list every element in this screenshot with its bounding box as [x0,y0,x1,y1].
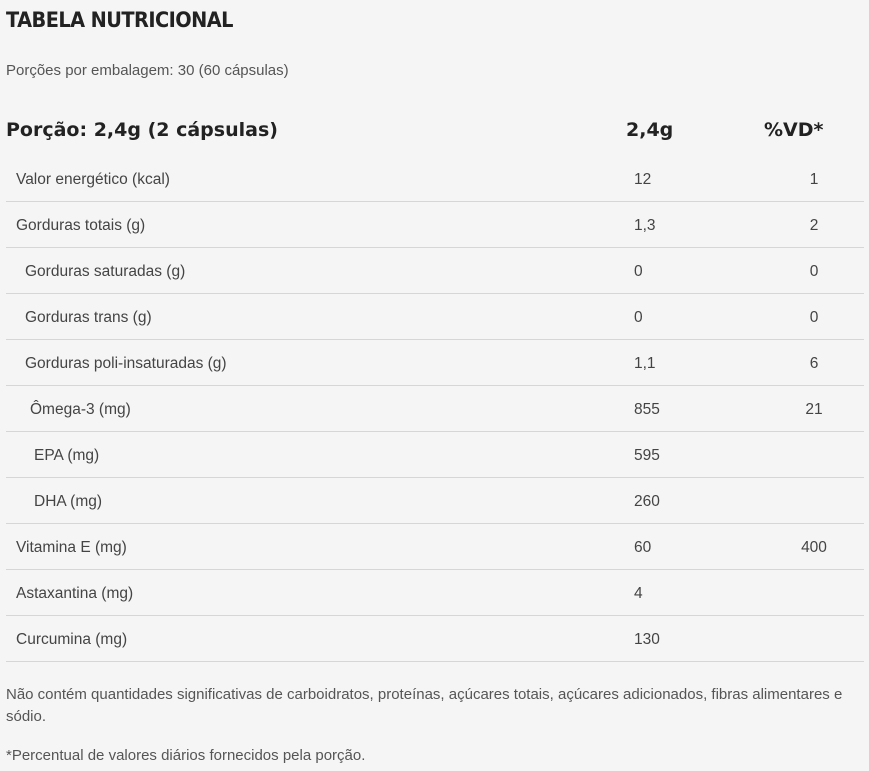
nutrient-name: Curcumina (mg) [16,631,128,648]
nutrient-name: Gorduras saturadas (g) [25,263,186,280]
table-row [6,570,864,616]
nutrient-amount: 595 [634,447,660,464]
nutrient-dv: 0 [809,263,819,280]
nutrient-name: Astaxantina (mg) [16,585,134,602]
nutrient-amount: 855 [634,401,660,418]
portion-label: Porção: 2,4g (2 cápsulas) [6,119,278,141]
nutrient-name: EPA (mg) [34,447,100,464]
nutrient-name: Gorduras totais (g) [16,217,146,234]
servings-per-package: Porções por embalagem: 30 (60 cápsulas) [6,62,289,79]
nutrient-amount: 0 [634,263,643,280]
nutrient-amount: 130 [634,631,660,648]
dv-footnote: *Percentual de valores diários fornecidos pela porção. [6,747,366,764]
nutrient-name: Gorduras trans (g) [25,309,152,326]
table-row [6,156,864,202]
table-header [6,115,864,145]
page-title: TABELA NUTRICIONAL [6,8,233,32]
disclaimer-note: Não contém quantidades significativas de carboidratos, proteínas, açúcares totais, açúcares adicionados, fibras alimentares e sódio. [6,686,843,725]
nutrient-amount: 1,3 [634,217,656,234]
nutrient-dv: 21 [805,401,823,418]
nutrient-name: Vitamina E (mg) [16,539,127,556]
nutrient-dv: 6 [809,355,819,372]
nutrient-dv: 2 [809,217,819,234]
table-row [6,248,864,294]
nutrient-amount: 0 [634,309,643,326]
nutrient-name: Gorduras poli-insaturadas (g) [25,355,227,372]
nutrient-amount: 1,1 [634,355,656,372]
table-row [6,524,864,570]
table-row [6,202,864,248]
dv-header: %VD* [764,119,824,141]
table-row [6,432,864,478]
table-row [6,386,864,432]
table-row [6,294,864,340]
nutrient-name: Valor energético (kcal) [16,171,170,188]
nutrient-name: Ômega-3 (mg) [30,401,131,418]
table-row [6,616,864,662]
nutrient-dv: 400 [801,539,827,556]
nutrient-amount: 12 [634,171,652,188]
nutrient-amount: 4 [634,585,643,602]
nutrition-table [6,156,864,662]
nutrient-dv: 0 [809,309,819,326]
table-row [6,340,864,386]
nutrient-name: DHA (mg) [34,493,103,510]
nutrient-amount: 260 [634,493,660,510]
nutrient-dv: 1 [809,171,819,188]
table-row [6,478,864,524]
amount-header: 2,4g [626,119,674,141]
nutrient-amount: 60 [634,539,652,556]
